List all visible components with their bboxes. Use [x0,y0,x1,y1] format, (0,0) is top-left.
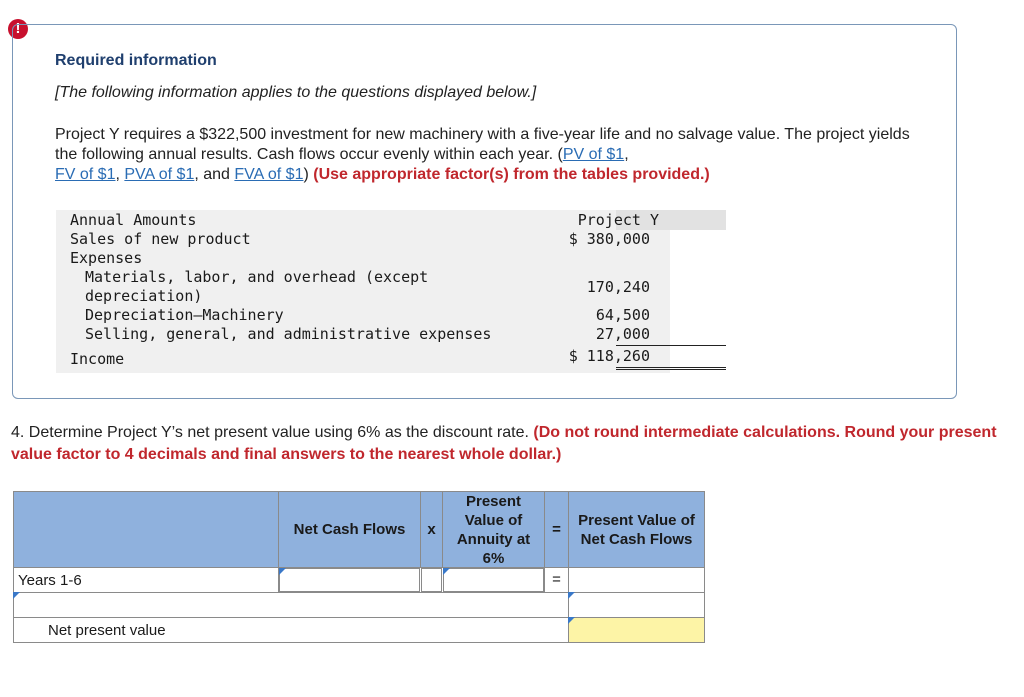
header-blank [13,491,279,568]
sga-value: 27,000 [595,325,650,343]
row2-label-input[interactable] [13,592,569,618]
intro-paragraph: Project Y requires a $322,500 investment for new machinery with a five-year life and no salvage value. The project yields the following annual results. Cash flows occur evenly within each year. (PV of $1, FV of $1, PVA of $1, and FVA of $1) (Use appropriate factor(s) from the tables provided.) [55,126,910,183]
input-marker-icon [568,617,575,624]
header-pv-net-cash-flows: Present Value of Net Cash Flows [568,491,705,568]
fv-of-1-link[interactable]: FV of $1 [55,166,116,183]
header-equals: = [544,491,569,568]
intro-text: Project Y requires a $322,500 investment for new machinery with a five-year life and no salvage value. The project yields the following annual results. Cash flows occur evenly within each year. ( [55,126,910,163]
npv-label: Net present value [48,622,166,639]
depreciation-value: 64,500 [595,306,650,324]
mlo-label-line2: depreciation) [85,287,203,305]
header-annual-amounts: Annual Amounts [70,211,197,229]
header-times: x [420,491,443,568]
input-marker-icon [279,568,286,575]
fva-of-1-link[interactable]: FVA of $1 [234,166,304,183]
pva-of-1-link[interactable]: PVA of $1 [124,166,195,183]
header-project-y: Project Y [577,211,659,229]
input-marker-icon [13,592,20,599]
row2-value-input[interactable] [568,592,705,618]
input-marker-icon [568,592,575,599]
mlo-value: 170,240 [586,278,650,296]
subtotal-rule [616,345,726,346]
sales-value: $ 380,000 [568,230,650,248]
npv-input[interactable] [568,617,705,643]
income-label: Income [70,350,125,368]
pv-net-cash-flows-input[interactable] [568,567,705,593]
header-net-cash-flows: Net Cash Flows [278,491,421,568]
row-years-1-6 [13,567,279,593]
pv-factor-input[interactable] [443,568,544,592]
sga-label: Selling, general, and administrative expenses [85,325,492,343]
header-pv-annuity-factor: Present Value of Annuity at 6% [442,491,545,568]
times-cell [421,568,442,592]
depreciation-label: Depreciation—Machinery [85,306,284,324]
row-equals: = [544,567,569,593]
total-double-rule [616,367,726,370]
net-cash-flows-input[interactable] [279,568,420,592]
input-marker-icon [443,568,450,575]
question-4 [11,422,1011,466]
mlo-label-line1: Materials, labor, and overhead (except [85,268,429,286]
pv-of-1-link[interactable]: PV of $1 [562,146,625,163]
question-instructions: (Do not round intermediate calculations. Round your present value factor to 4 decimals and final answers to the nearest whole dollar.) [11,424,997,463]
required-info-title: Required information [55,52,217,69]
expenses-label: Expenses [70,249,143,267]
row-net-present-value [13,617,569,643]
alert-icon: ! [8,19,28,39]
income-statement-table [56,210,670,373]
sales-label: Sales of new product [70,230,251,248]
applies-note: [The following information applies to the questions displayed below.] [55,84,537,101]
income-value: $ 118,260 [568,347,650,365]
question-text: 4. Determine Project Y’s net present value using 6% as the discount rate. [11,424,534,441]
years-1-6-label: Years 1-6 [18,572,82,589]
factor-instruction: (Use appropriate factor(s) from the tables provided.) [308,166,710,183]
